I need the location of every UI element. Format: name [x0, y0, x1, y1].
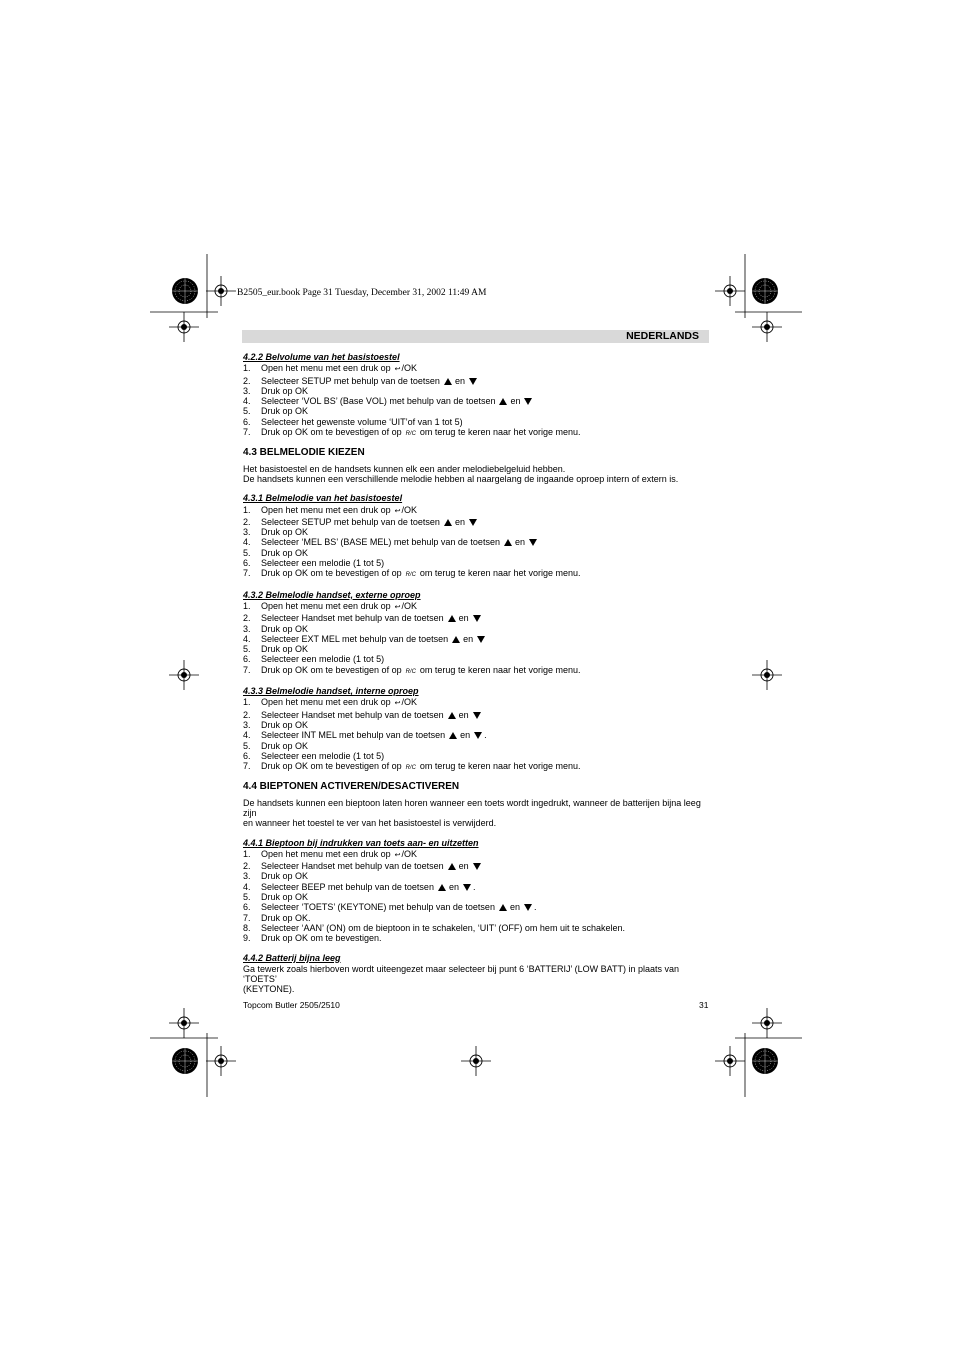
arrow-up-icon [452, 636, 460, 643]
step-item [243, 720, 711, 730]
step-item [243, 871, 711, 881]
step-text: Druk op OK. [261, 912, 311, 923]
page-content [243, 352, 711, 1004]
section-4-3-3 [243, 686, 711, 773]
language-header-bar [242, 330, 709, 343]
section-4-3-1 [243, 493, 711, 580]
step-number: 5. [243, 740, 251, 751]
arrow-up-icon [499, 398, 507, 405]
step-list [243, 849, 711, 944]
step-item [243, 710, 711, 720]
step-number: 6. [243, 902, 251, 913]
arrow-down-icon [524, 904, 532, 911]
step-number: 1. [243, 504, 251, 515]
step-number: 5. [243, 644, 251, 655]
step-number: 9. [243, 933, 251, 944]
step-item [243, 548, 711, 558]
step-number: 1. [243, 848, 251, 859]
step-text: Selecteer Handset met behulp van de toetsen en [261, 710, 483, 720]
step-item [243, 634, 711, 644]
subsection-title: 4.3.2 Belmelodie handset, externe oproep [243, 589, 421, 600]
step-number: 2. [243, 375, 251, 386]
step-text: Druk op OK om te bevestigen of op R/C om terug te keren naar het vorige menu. [261, 568, 581, 580]
step-text: Open het menu met een druk op ↩/OK [261, 363, 417, 375]
arrow-down-icon [469, 378, 477, 385]
menu-icon: ↩ [394, 366, 401, 374]
paragraph: (KEYTONE). [243, 984, 295, 995]
section-4-2-2 [243, 352, 711, 439]
step-text: Open het menu met een druk op ↩/OK [261, 849, 417, 861]
paragraph: De handsets kunnen een verschillende melodie hebben al naargelang de ingaande oproep intern of extern is. [243, 473, 679, 484]
arrow-down-icon [473, 712, 481, 719]
arrow-up-icon [504, 539, 512, 546]
step-text: Druk op OK [261, 623, 309, 634]
step-item [243, 849, 711, 861]
step-item [243, 427, 711, 439]
paragraph: Ga tewerk zoals hierboven wordt uiteengezet maar selecteer bij punt 6 ‘BATTERIJ’ (LOW BATT) in plaats van ‘TOETS’ [243, 963, 680, 985]
step-number: 6. [243, 750, 251, 761]
step-text: Selecteer Handset met behulp van de toetsen en [261, 613, 483, 623]
step-text: Druk op OK [261, 740, 309, 751]
step-text: Druk op OK [261, 892, 309, 903]
step-number: 3. [243, 385, 251, 396]
section-4-4-1 [243, 838, 711, 944]
step-item [243, 861, 711, 871]
step-number: 7. [243, 912, 251, 923]
step-text: Druk op OK [261, 406, 309, 417]
step-item [243, 902, 711, 912]
step-list [243, 363, 711, 439]
step-list [243, 601, 711, 677]
step-item [243, 558, 711, 568]
step-number: 4. [243, 633, 251, 644]
step-text: Selecteer Handset met behulp van de toetsen en [261, 861, 483, 871]
step-number: 1. [243, 363, 251, 374]
step-item [243, 613, 711, 623]
arrow-up-icon [444, 519, 452, 526]
section-title: 4.4 BIEPTONEN ACTIVEREN/DESACTIVEREN [243, 781, 460, 793]
step-item [243, 386, 711, 396]
step-text: Open het menu met een druk op ↩/OK [261, 505, 417, 517]
step-item [243, 417, 711, 427]
step-number: 2. [243, 613, 251, 624]
arrow-up-icon [448, 615, 456, 622]
step-text: Selecteer BEEP met behulp van de toetsen en . [261, 881, 476, 892]
section-4-3-2 [243, 590, 711, 677]
step-item [243, 892, 711, 902]
paragraph: Het basistoestel en de handsets kunnen elk een ander melodiebelgeluid hebben. [243, 463, 566, 474]
step-item [243, 517, 711, 527]
step-item [243, 396, 711, 406]
step-list [243, 697, 711, 773]
step-number: 5. [243, 406, 251, 417]
step-number: 3. [243, 527, 251, 538]
step-item [243, 376, 711, 386]
step-text: Druk op OK [261, 644, 309, 655]
section-title: 4.3 BELMELODIE KIEZEN [243, 447, 365, 459]
language-label: NEDERLANDS [626, 330, 699, 342]
step-item [243, 923, 711, 933]
step-item [243, 505, 711, 517]
menu-icon: ↩ [394, 603, 401, 611]
step-number: 6. [243, 416, 251, 427]
step-number: 5. [243, 547, 251, 558]
section-4-4 [243, 782, 711, 828]
step-item [243, 933, 711, 943]
rc-icon: R/C [405, 431, 416, 438]
rc-icon: R/C [405, 765, 416, 772]
step-text: Druk op OK om te bevestigen of op R/C om terug te keren naar het vorige menu. [261, 665, 581, 677]
step-text: Open het menu met een druk op ↩/OK [261, 697, 417, 709]
step-text: Druk op OK om te bevestigen of op R/C om terug te keren naar het vorige menu. [261, 761, 581, 773]
step-item [243, 363, 711, 375]
step-text: Selecteer ‘MEL BS’ (BASE MEL) met behulp van de toetsen en [261, 537, 539, 547]
step-number: 1. [243, 600, 251, 611]
step-text: Selecteer een melodie (1 tot 5) [261, 750, 385, 761]
step-item [243, 406, 711, 416]
step-number: 4. [243, 881, 251, 892]
arrow-up-icon [499, 904, 507, 911]
footer-page-number: 31 [699, 1000, 709, 1010]
step-number: 7. [243, 664, 251, 675]
step-number: 4. [243, 730, 251, 741]
arrow-up-icon [448, 712, 456, 719]
step-number: 4. [243, 537, 251, 548]
step-text: Druk op OK om te bevestigen. [261, 933, 382, 944]
step-item [243, 527, 711, 537]
paragraph: en wanneer het toestel te ver van het basistoestel is verwijderd. [243, 818, 497, 829]
step-text: Selecteer het gewenste volume ‘UIT’of van 1 tot 5) [261, 416, 463, 427]
step-text: Druk op OK [261, 871, 309, 882]
rc-icon: R/C [405, 572, 416, 579]
arrow-up-icon [444, 378, 452, 385]
menu-icon: ↩ [394, 700, 401, 708]
step-text: Selecteer ‘VOL BS’ (Base VOL) met behulp van de toetsen en [261, 396, 534, 406]
arrow-down-icon [473, 615, 481, 622]
arrow-up-icon [449, 732, 457, 739]
step-item [243, 537, 711, 547]
step-item [243, 751, 711, 761]
menu-icon: ↩ [394, 851, 401, 859]
step-text: Druk op OK [261, 527, 309, 538]
step-item [243, 730, 711, 740]
step-list [243, 505, 711, 581]
step-item [243, 741, 711, 751]
subsection-title: 4.4.2 Batterij bijna leeg [243, 952, 341, 963]
step-text: Selecteer een melodie (1 tot 5) [261, 558, 385, 569]
step-number: 2. [243, 861, 251, 872]
step-number: 2. [243, 516, 251, 527]
arrow-down-icon [473, 863, 481, 870]
arrow-down-icon [477, 636, 485, 643]
step-item [243, 568, 711, 580]
step-text: Druk op OK [261, 719, 309, 730]
arrow-down-icon [469, 519, 477, 526]
step-number: 7. [243, 761, 251, 772]
step-text: Druk op OK [261, 547, 309, 558]
step-item [243, 601, 711, 613]
step-text: Druk op OK [261, 385, 309, 396]
section-4-3 [243, 448, 711, 484]
step-number: 8. [243, 922, 251, 933]
arrow-down-icon [463, 884, 471, 891]
step-number: 3. [243, 871, 251, 882]
step-number: 3. [243, 719, 251, 730]
step-item [243, 644, 711, 654]
step-text: Selecteer INT MEL met behulp van de toetsen en . [261, 730, 487, 741]
step-item [243, 697, 711, 709]
step-number: 3. [243, 623, 251, 634]
step-item [243, 913, 711, 923]
subsection-title: 4.3.3 Belmelodie handset, interne oproep [243, 686, 419, 697]
paragraph: De handsets kunnen een bieptoon laten horen wanneer een toets wordt ingedrukt, wanneer de batterijen bijna leeg zijn [243, 797, 701, 818]
step-text: Selecteer EXT MEL met behulp van de toetsen en [261, 634, 487, 644]
step-number: 7. [243, 427, 251, 438]
step-item [243, 761, 711, 773]
subsection-title: 4.3.1 Belmelodie van het basistoestel [243, 493, 403, 504]
step-item [243, 882, 711, 892]
arrow-up-icon [438, 884, 446, 891]
step-text: Selecteer SETUP met behulp van de toetsen en [261, 517, 479, 527]
step-text: Open het menu met een druk op ↩/OK [261, 601, 417, 613]
step-text: Selecteer ‘AAN’ (ON) om de bieptoon in te schakelen, ‘UIT’ (OFF) om hem uit te schakelen. [261, 922, 625, 933]
step-number: 2. [243, 709, 251, 720]
step-number: 7. [243, 568, 251, 579]
step-text: Druk op OK om te bevestigen of op R/C om terug te keren naar het vorige menu. [261, 427, 581, 439]
step-number: 5. [243, 892, 251, 903]
step-number: 6. [243, 654, 251, 665]
step-number: 6. [243, 558, 251, 569]
step-number: 1. [243, 697, 251, 708]
footer-product-name: Topcom Butler 2505/2510 [243, 1000, 340, 1010]
step-item [243, 665, 711, 677]
step-text: Selecteer een melodie (1 tot 5) [261, 654, 385, 665]
rc-icon: R/C [405, 668, 416, 675]
subsection-title: 4.4.1 Bieptoon bij indrukken van toets aan- en uitzetten [243, 837, 479, 848]
step-item [243, 624, 711, 634]
arrow-down-icon [524, 398, 532, 405]
section-4-4-2 [243, 953, 711, 995]
menu-icon: ↩ [394, 507, 401, 515]
arrow-down-icon [474, 732, 482, 739]
step-item [243, 654, 711, 664]
step-number: 4. [243, 396, 251, 407]
step-text: Selecteer ‘TOETS’ (KEYTONE) met behulp van de toetsen en . [261, 902, 537, 913]
subsection-title: 4.2.2 Belvolume van het basistoestel [243, 352, 400, 362]
arrow-down-icon [529, 539, 537, 546]
printer-slug: B2505_eur.book Page 31 Tuesday, December 31, 2002 11:49 AM [237, 288, 487, 298]
arrow-up-icon [448, 863, 456, 870]
step-text: Selecteer SETUP met behulp van de toetsen en [261, 376, 479, 386]
